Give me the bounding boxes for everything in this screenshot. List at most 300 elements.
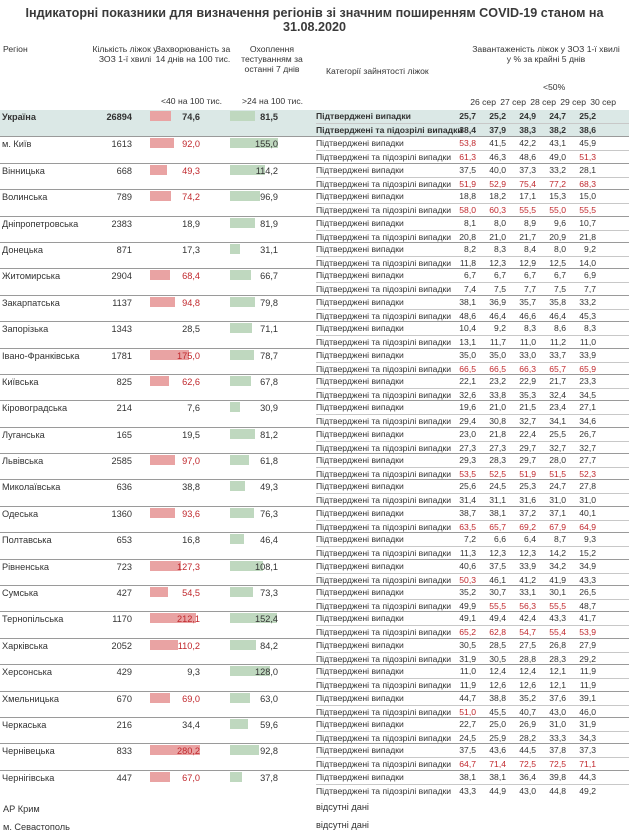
occupancy-value: 54,7 [519,627,536,638]
occupancy-value: 6,4 [524,534,536,545]
missing-region-row [0,818,629,836]
occupancy-value: 36,9 [489,296,506,307]
region-name: Дніпропетровська [2,218,79,229]
occupancy-value: 65,7 [549,363,566,374]
occupancy-value: 49,1 [459,613,476,624]
occupancy-value: 8,3 [494,243,506,254]
table-row [0,479,629,505]
occupancy-value: 17,1 [519,191,536,202]
occupancy-value: 61,3 [459,152,476,163]
category-label: Підтверджені випадки [316,402,404,413]
suspected-row [316,652,629,665]
occupancy-value: 41,9 [549,574,566,585]
category-label: Підтверджені та підозрілі випадки [316,152,452,163]
suspected-row [316,705,629,718]
occupancy-value: 38,1 [489,507,506,518]
page-title: Індикаторні показники для визначення регіонів зі значним поширенням COVID-19 станом на 31.08.2020 [25,6,604,34]
table-row [0,717,629,743]
incidence-value: 49,3 [182,165,200,176]
region-name: Хмельницька [2,693,59,704]
category-label: Підтверджені та підозрілі випадки [316,732,452,743]
beds-count: 825 [116,376,132,387]
category-label: Підтверджені та підозрілі випадки [316,231,452,242]
testing-value: 59,6 [260,719,278,730]
table-row [0,638,629,664]
incidence-value: 280,2 [177,746,200,757]
confirmed-row [316,586,629,599]
beds-count: 216 [116,719,132,730]
occupancy-value: 43,0 [519,785,536,796]
incidence-value: 17,3 [182,244,200,255]
occupancy-value: 8,3 [584,323,596,334]
occupancy-value: 11,9 [579,680,596,691]
occupancy-value: 75,4 [519,178,536,189]
occupancy-value: 33,1 [519,587,536,598]
occupancy-value: 11,0 [459,666,476,677]
confirmed-row [316,322,629,335]
testing-value: 81,9 [260,218,278,229]
testing-value: 114,2 [255,165,278,176]
occupancy-value: 12,3 [519,548,536,559]
region-name: Луганська [2,429,45,440]
category-label: Підтверджені випадки [316,613,404,624]
occupancy-value: 22,4 [519,428,536,439]
occupancy-value: 40,0 [489,164,506,175]
occupancy-value: 33,2 [549,164,566,175]
testing-value: 37,8 [260,772,278,783]
testing-value: 152,4 [255,614,278,625]
suspected-row [316,282,629,295]
category-label: Підтверджені та підозрілі випадки [316,257,452,268]
occupancy-value: 6,7 [524,270,536,281]
occupancy-value: 35,7 [519,296,536,307]
region-name: Чернівецька [2,746,55,757]
occupancy-value: 46,4 [489,310,506,321]
occupancy-value: 23,0 [459,428,476,439]
region-name: м. Севастополь [3,822,70,832]
occupancy-value: 43,3 [579,574,596,585]
incidence-value: 19,5 [182,429,200,440]
incidence-value: 28,5 [182,324,200,335]
region-name: АР Крим [3,804,40,814]
header-beds: Кількість ліжок у ЗОЗ 1-ї хвилі [92,44,158,64]
region-name: Запорізька [2,324,49,335]
occupancy-value: 46,6 [519,310,536,321]
beds-count: 447 [116,772,132,783]
occupancy-value: 56,3 [519,601,536,612]
occupancy-value: 11,8 [459,257,476,268]
occupancy-value: 43,3 [549,613,566,624]
occupancy-value: 33,8 [489,389,506,400]
occupancy-value: 49,4 [489,613,506,624]
day-header: 27 сер [500,97,526,107]
occupancy-value: 31,0 [579,495,596,506]
suspected-row [316,177,629,190]
occupancy-value: 42,2 [519,138,536,149]
region-name: Вінницька [2,165,45,176]
occupancy-value: 37,3 [579,745,596,756]
confirmed-row [316,401,629,414]
region-name: Івано-Франківська [2,350,80,361]
occupancy-value: 68,3 [579,178,596,189]
occupancy-value: 28,1 [579,164,596,175]
occupancy-value: 30,5 [459,639,476,650]
occupancy-value: 35,3 [519,389,536,400]
category-label: Підтверджені та підозрілі випадки [316,627,452,638]
testing-value: 46,4 [260,535,278,546]
table-row [0,268,629,294]
category-label: Підтверджені випадки [316,217,404,228]
testing-value: 76,3 [260,508,278,519]
category-label: Підтверджені випадки [316,270,404,281]
occupancy-value: 11,0 [579,337,596,348]
confirmed-row [316,243,629,256]
occupancy-value: 37,9 [489,125,506,135]
occupancy-value: 31,0 [549,495,566,506]
occupancy-value: 9,3 [584,534,596,545]
beds-count: 2585 [111,456,132,467]
incidence-value: 68,4 [182,271,200,282]
occupancy-value: 8,0 [554,243,566,254]
occupancy-value: 37,6 [549,692,566,703]
occupancy-value: 8,6 [554,323,566,334]
confirmed-row [316,480,629,493]
occupancy-value: 50,3 [459,574,476,585]
occupancy-value: 14,0 [579,257,596,268]
occupancy-value: 11,2 [549,337,566,348]
confirmed-row [316,692,629,705]
category-label: Підтверджені та підозрілі випадки [316,337,452,348]
occupancy-value: 33,9 [519,560,536,571]
confirmed-row [316,533,629,546]
confirmed-row [316,612,629,625]
region-name: Житомирська [2,271,61,282]
incidence-value: 67,0 [182,772,200,783]
occupancy-value: 44,3 [579,771,596,782]
testing-value: 49,3 [260,482,278,493]
occupancy-value: 24,9 [519,111,536,121]
occupancy-value: 28,0 [549,455,566,466]
category-label: Підтверджені та підозрілі випадки [316,469,452,480]
occupancy-value: 37,5 [489,560,506,571]
beds-count: 429 [116,667,132,678]
confirmed-row [316,560,629,573]
occupancy-value: 33,3 [549,732,566,743]
occupancy-value: 42,4 [519,613,536,624]
occupancy-value: 55,5 [579,205,596,216]
occupancy-value: 46,0 [579,706,596,717]
region-name: Миколаївська [2,482,61,493]
table-row [0,163,629,189]
occupancy-value: 72,5 [549,759,566,770]
category-label: Підтверджені випадки [316,191,404,202]
table-row [0,743,629,769]
testing-value: 71,1 [260,324,278,335]
occupancy-value: 30,8 [489,416,506,427]
occupancy-value: 12,5 [549,257,566,268]
category-label: Підтверджені випадки [316,745,404,756]
occupancy-value: 12,3 [489,257,506,268]
occupancy-value: 25,2 [579,111,596,121]
region-name: Кіровоградська [2,403,68,414]
occupancy-value: 29,3 [459,455,476,466]
testing-value: 96,9 [260,192,278,203]
occupancy-value: 6,7 [494,270,506,281]
occupancy-value: 28,8 [519,653,536,664]
region-name: Україна [2,112,36,122]
occupancy-value: 11,9 [579,666,596,677]
occupancy-value: 45,3 [579,310,596,321]
region-name: Херсонська [2,667,52,678]
table-row [0,664,629,690]
incidence-value: 212,1 [177,614,200,625]
occupancy-value: 53,9 [579,627,596,638]
occupancy-value: 46,3 [489,152,506,163]
suspected-row [316,546,629,559]
occupancy-value: 7,5 [554,284,566,295]
occupancy-value: 43,6 [489,745,506,756]
beds-count: 636 [116,482,132,493]
testing-value: 79,8 [260,297,278,308]
occupancy-value: 29,2 [579,653,596,664]
occupancy-value: 34,2 [549,560,566,571]
beds-count: 1343 [111,324,132,335]
occupancy-value: 31,9 [459,653,476,664]
occupancy-value: 35,2 [459,587,476,598]
incidence-value: 97,0 [182,456,200,467]
header-occupancy: Завантаженість ліжок у ЗОЗ 1-ї хвилі у % за крайні 5 днів [472,44,620,64]
occupancy-value: 55,5 [549,601,566,612]
occupancy-value: 49,2 [579,785,596,796]
category-label: Підтверджені випадки [316,323,404,334]
occupancy-value: 12,3 [489,548,506,559]
category-label: Підтверджені та підозрілі випадки [316,706,452,717]
occupancy-value: 11,9 [459,680,476,691]
category-label: Підтверджені випадки [316,666,404,677]
occupancy-value: 7,5 [494,284,506,295]
confirmed-row [316,665,629,678]
occupancy-value: 63,5 [459,521,476,532]
beds-count: 723 [116,561,132,572]
occupancy-value: 27,9 [579,639,596,650]
occupancy-value: 11,3 [459,548,476,559]
occupancy-value: 22,9 [519,375,536,386]
occupancy-value: 24,5 [489,481,506,492]
occupancy-value: 8,7 [554,534,566,545]
table-row [0,374,629,400]
region-name: Одеська [2,508,39,519]
occupancy-value: 37,8 [549,745,566,756]
occupancy-value: 51,0 [459,706,476,717]
occupancy-value: 27,8 [579,481,596,492]
occupancy-value: 52,3 [579,469,596,480]
occupancy-value: 25,3 [519,481,536,492]
occupancy-value: 10,4 [459,323,476,334]
confirmed-row [316,718,629,731]
occupancy-value: 22,7 [459,718,476,729]
occupancy-value: 25,9 [489,732,506,743]
occupancy-value: 29,7 [519,455,536,466]
region-name: Тернопільська [2,614,64,625]
occupancy-value: 14,2 [549,548,566,559]
beds-count: 653 [116,535,132,546]
table-row [0,559,629,585]
occupancy-value: 6,7 [464,270,476,281]
testing-value: 30,9 [260,403,278,414]
day-header: 28 сер [530,97,556,107]
category-label: Підтверджені та підозрілі випадки [316,178,452,189]
beds-count: 1137 [112,297,132,308]
occupancy-value: 72,5 [519,759,536,770]
occupancy-value: 27,3 [489,442,506,453]
occupancy-value: 38,1 [459,771,476,782]
occupancy-value: 31,1 [489,495,506,506]
occupancy-value: 12,6 [519,680,536,691]
category-label: Підтверджені випадки [316,639,404,650]
occupancy-value: 33,7 [549,349,566,360]
occupancy-value: 25,7 [459,111,476,121]
occupancy-value: 8,1 [464,217,476,228]
occupancy-value: 41,2 [519,574,536,585]
occupancy-value: 65,7 [489,521,506,532]
testing-value: 128,0 [255,667,278,678]
category-label: Підтверджені та підозрілі випадки [316,785,452,796]
region-name: Волинська [2,192,48,203]
category-label: Підтверджені випадки [316,587,404,598]
category-label: Підтверджені випадки [316,481,404,492]
testing-bar [230,402,240,412]
occupancy-value: 38,1 [459,296,476,307]
occupancy-value: 9,2 [494,323,506,334]
occupancy-value: 12,1 [549,666,566,677]
table-row [0,321,629,347]
category-label: Підтверджені та підозрілі випадки [316,601,452,612]
table-row [0,189,629,215]
occupancy-value: 24,7 [549,481,566,492]
occupancy-value: 44,8 [549,785,566,796]
category-label: Підтверджені випадки [316,692,404,703]
occupancy-value: 35,0 [489,349,506,360]
testing-bar [230,244,240,254]
beds-count: 1360 [111,508,132,519]
occupancy-value: 37,5 [459,164,476,175]
occupancy-value: 39,8 [549,771,566,782]
occupancy-value: 32,7 [519,416,536,427]
occupancy-value: 12,9 [519,257,536,268]
occupancy-value: 55,0 [549,205,566,216]
occupancy-value: 33,2 [579,296,596,307]
occupancy-value: 26,8 [549,639,566,650]
category-label: Підтверджені випадки [316,560,404,571]
no-data-text: відсутні дані [316,802,369,812]
occupancy-value: 35,0 [459,349,476,360]
suspected-row [316,150,629,163]
occupancy-value: 31,6 [519,495,536,506]
occupancy-value: 69,2 [519,521,536,532]
occupancy-value: 71,1 [579,759,596,770]
suspected-row [316,678,629,691]
confirmed-row [316,349,629,362]
incidence-value: 54,5 [182,588,200,599]
testing-value: 81,5 [260,112,278,122]
occupancy-value: 30,5 [489,653,506,664]
occupancy-value: 38,2 [549,125,566,135]
suspected-row [316,362,629,375]
region-name: Рівненська [2,561,50,572]
occupancy-value: 58,0 [459,205,476,216]
occupancy-value: 40,6 [459,560,476,571]
suspected-row [316,520,629,533]
testing-value: 78,7 [260,350,278,361]
occupancy-value: 34,3 [579,732,596,743]
occupancy-value: 21,8 [489,428,506,439]
confirmed-row [316,771,629,784]
category-label: Підтверджені випадки [316,164,404,175]
occupancy-value: 9,6 [554,217,566,228]
occupancy-value: 34,6 [579,416,596,427]
category-label: Підтверджені випадки [316,455,404,466]
occupancy-value: 12,1 [549,680,566,691]
occupancy-value: 27,3 [459,442,476,453]
incidence-value: 9,3 [187,667,200,678]
table-row [0,110,629,136]
occupancy-value: 53,5 [459,469,476,480]
occupancy-value: 8,0 [494,217,506,228]
header-incidence: Захворюваність за 14 днів на 100 тис. [155,44,231,64]
occupancy-value: 71,4 [489,759,506,770]
occupancy-value: 37,3 [519,164,536,175]
table-row [0,453,629,479]
occupancy-value: 38,8 [489,692,506,703]
confirmed-row [316,164,629,177]
occupancy-value: 35,8 [549,296,566,307]
incidence-value: 74,6 [182,112,200,122]
occupancy-value: 32,7 [549,442,566,453]
confirmed-row [316,137,629,150]
confirmed-row [316,639,629,652]
category-label: Підтверджені випадки [316,296,404,307]
suspected-row [316,625,629,638]
occupancy-value: 44,9 [489,785,506,796]
occupancy-value: 6,9 [584,270,596,281]
occupancy-value: 11,0 [519,337,536,348]
occupancy-value: 7,2 [464,534,476,545]
occupancy-value: 7,4 [464,284,476,295]
occupancy-value: 18,2 [489,191,506,202]
beds-count: 833 [116,746,132,757]
occupancy-value: 12,4 [489,666,506,677]
confirmed-row [316,507,629,520]
table-row [0,427,629,453]
confirmed-row [316,428,629,441]
occupancy-value: 38,7 [459,507,476,518]
region-name: Львівська [2,456,44,467]
testing-value: 67,8 [260,376,278,387]
occupancy-value: 64,7 [459,759,476,770]
occupancy-value: 55,5 [489,601,506,612]
confirmed-row [316,217,629,230]
category-label: Підтверджені випадки [316,138,404,149]
incidence-value: 74,2 [182,192,200,203]
occupancy-value: 32,6 [459,389,476,400]
occupancy-value: 19,6 [459,402,476,413]
beds-count: 427 [116,588,132,599]
table-row [0,691,629,717]
beds-count: 214 [116,403,132,414]
confirmed-row [316,744,629,757]
category-label: Підтверджені та підозрілі випадки [316,205,452,216]
beds-count: 1781 [111,350,132,361]
